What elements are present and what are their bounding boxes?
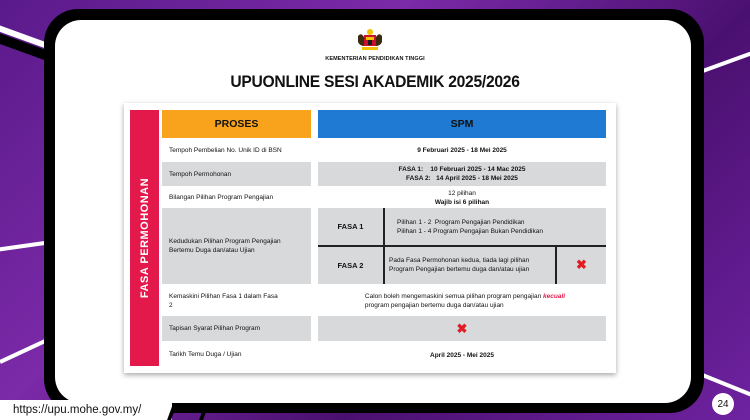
x-mark-icon: ✖ [318, 316, 606, 341]
row-label: Kedudukan Pilihan Program Pengajian Bertemu Duga dan/atau Ujian [162, 208, 311, 284]
sidebar-label: FASA PERMOHONAN [138, 177, 151, 299]
row-label: Tapisan Syarat Pilihan Program [162, 316, 311, 341]
page-number: 24 [712, 393, 734, 415]
phase2-period: FASA 2: 14 April 2025 - 18 Mei 2025 [406, 175, 518, 182]
row-label: Tempoh Pembelian No. Unik ID di BSN [169, 147, 282, 154]
x-mark-icon: ✖ [576, 257, 587, 272]
fasa1-detail: Pilihan 1 - 2 Program Pengajian Pendidikan Pilihan 1 - 4 Program Pengajian Bukan Pendidikan [397, 218, 543, 235]
ministry-name: KEMENTERIAN PENDIDIKAN TINGGI [325, 56, 425, 62]
column-header-proses: PROSES [162, 110, 311, 138]
row-value [318, 162, 606, 186]
fasa2-detail: Pada Fasa Permohonan kedua, tiada lagi pilihan Program Pengajian bertemu duga dan/atau ujian [389, 257, 530, 273]
column-header-spm: SPM [318, 110, 606, 138]
row-label: Tempoh Permohonan [162, 162, 311, 186]
row-label: Tarikh Temu Duga / Ujian [169, 350, 242, 358]
divider [555, 245, 557, 284]
divider [318, 245, 606, 247]
mandatory-choices: Wajib isi 6 pilihan [434, 198, 490, 206]
fasa1-label: FASA 1 [337, 222, 364, 231]
choice-count: 12 pilihan [448, 189, 476, 197]
row-value: 9 Februari 2025 - 18 Mei 2025 [417, 147, 507, 154]
website-url[interactable]: https://upu.mohe.gov.my/ [0, 400, 172, 420]
phase-sidebar [130, 110, 159, 366]
fasa2-label: FASA 2 [337, 260, 364, 270]
row-label: Bilangan Pilihan Program Pengajian [169, 194, 274, 201]
page-title: UPUONLINE SESI AKADEMIK 2025/2026 [230, 72, 520, 91]
emphasis-text: kecuali [543, 292, 566, 300]
row-value: Calon boleh mengemaskini semua pilihan program pengajian kecuali program pengajian bertemu duga dan/atau ujian [364, 292, 566, 309]
row-value: April 2025 - Mei 2025 [430, 351, 494, 359]
row-label: Kemaskini Pilihan Fasa 1 dalam Fasa 2 [169, 292, 278, 309]
row-value [318, 187, 606, 208]
phase1-period: FASA 1: 10 Februari 2025 - 14 Mac 2025 [398, 166, 526, 173]
malaysia-coat-of-arms-icon [355, 28, 385, 54]
